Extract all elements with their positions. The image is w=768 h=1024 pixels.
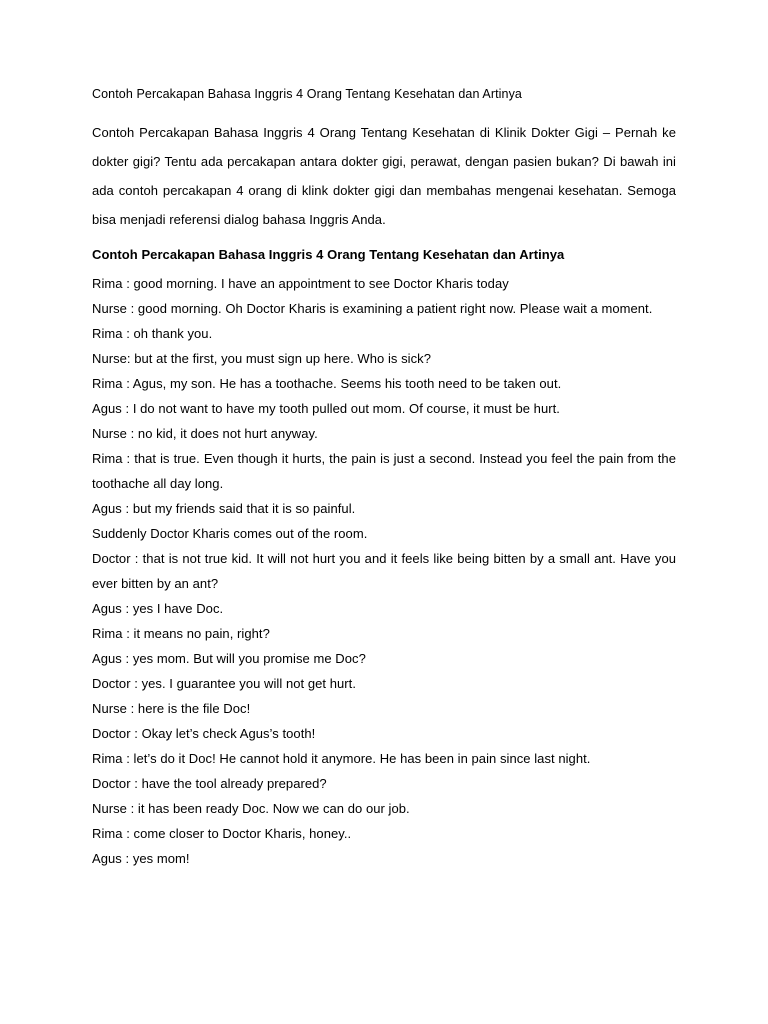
dialog-line: Rima : good morning. I have an appointment to see Doctor Kharis today: [92, 275, 509, 291]
dialog-line: Agus : yes mom. But will you promise me Doc?: [92, 650, 366, 666]
dialog-line: Doctor : that is not true kid. It will not hurt you and it feels like being bitten by a small ant. Have you ever bitten by an ant?: [92, 550, 676, 591]
dialog-line: Nurse: but at the first, you must sign up here. Who is sick?: [92, 350, 431, 366]
dialog-line: Nurse : no kid, it does not hurt anyway.: [92, 425, 318, 441]
dialog-line: Agus : but my friends said that it is so painful.: [92, 500, 356, 516]
dialog-line: Suddenly Doctor Kharis comes out of the room.: [92, 525, 368, 541]
document-title: Contoh Percakapan Bahasa Inggris 4 Orang Tentang Kesehatan dan Artinya: [92, 87, 522, 101]
dialog-line: Rima : come closer to Doctor Kharis, honey..: [92, 825, 352, 841]
dialog-line: Nurse : good morning. Oh Doctor Kharis is examining a patient right now. Please wait a moment.: [92, 300, 653, 316]
intro-paragraph: Contoh Percakapan Bahasa Inggris 4 Orang Tentang Kesehatan di Klinik Dokter Gigi – Pernah ke dokter gigi? Tentu ada percakapan antara dokter gigi, perawat, dengan pasien bukan? Di bawah ini ada contoh percakapan 4 orang di klink dokter gigi dan membahas mengenai kesehatan. Semoga bisa menjadi referensi dialog bahasa Inggris Anda.: [92, 124, 676, 227]
dialog-line: Doctor : Okay let’s check Agus’s tooth!: [92, 725, 316, 741]
dialog-line: Doctor : have the tool already prepared?: [92, 775, 327, 791]
dialog-list: [92, 271, 676, 871]
section-heading: Contoh Percakapan Bahasa Inggris 4 Orang Tentang Kesehatan dan Artinya: [92, 246, 565, 262]
dialog-line: Nurse : here is the file Doc!: [92, 700, 251, 716]
dialog-line: Nurse : it has been ready Doc. Now we can do our job.: [92, 800, 410, 816]
dialog-line: Agus : yes I have Doc.: [92, 600, 224, 616]
dialog-line: Rima : Agus, my son. He has a toothache. Seems his tooth need to be taken out.: [92, 375, 562, 391]
dialog-line: Agus : I do not want to have my tooth pulled out mom. Of course, it must be hurt.: [92, 400, 560, 416]
dialog-line: Agus : yes mom!: [92, 850, 190, 866]
dialog-line: Rima : it means no pain, right?: [92, 625, 270, 641]
dialog-line: Doctor : yes. I guarantee you will not get hurt.: [92, 675, 356, 691]
document-body: [92, 88, 676, 871]
dialog-line: Rima : oh thank you.: [92, 325, 213, 341]
dialog-line: Rima : let’s do it Doc! He cannot hold it anymore. He has been in pain since last night.: [92, 750, 591, 766]
dialog-line: Rima : that is true. Even though it hurts, the pain is just a second. Instead you feel the pain from the toothache all day long.: [92, 450, 676, 491]
